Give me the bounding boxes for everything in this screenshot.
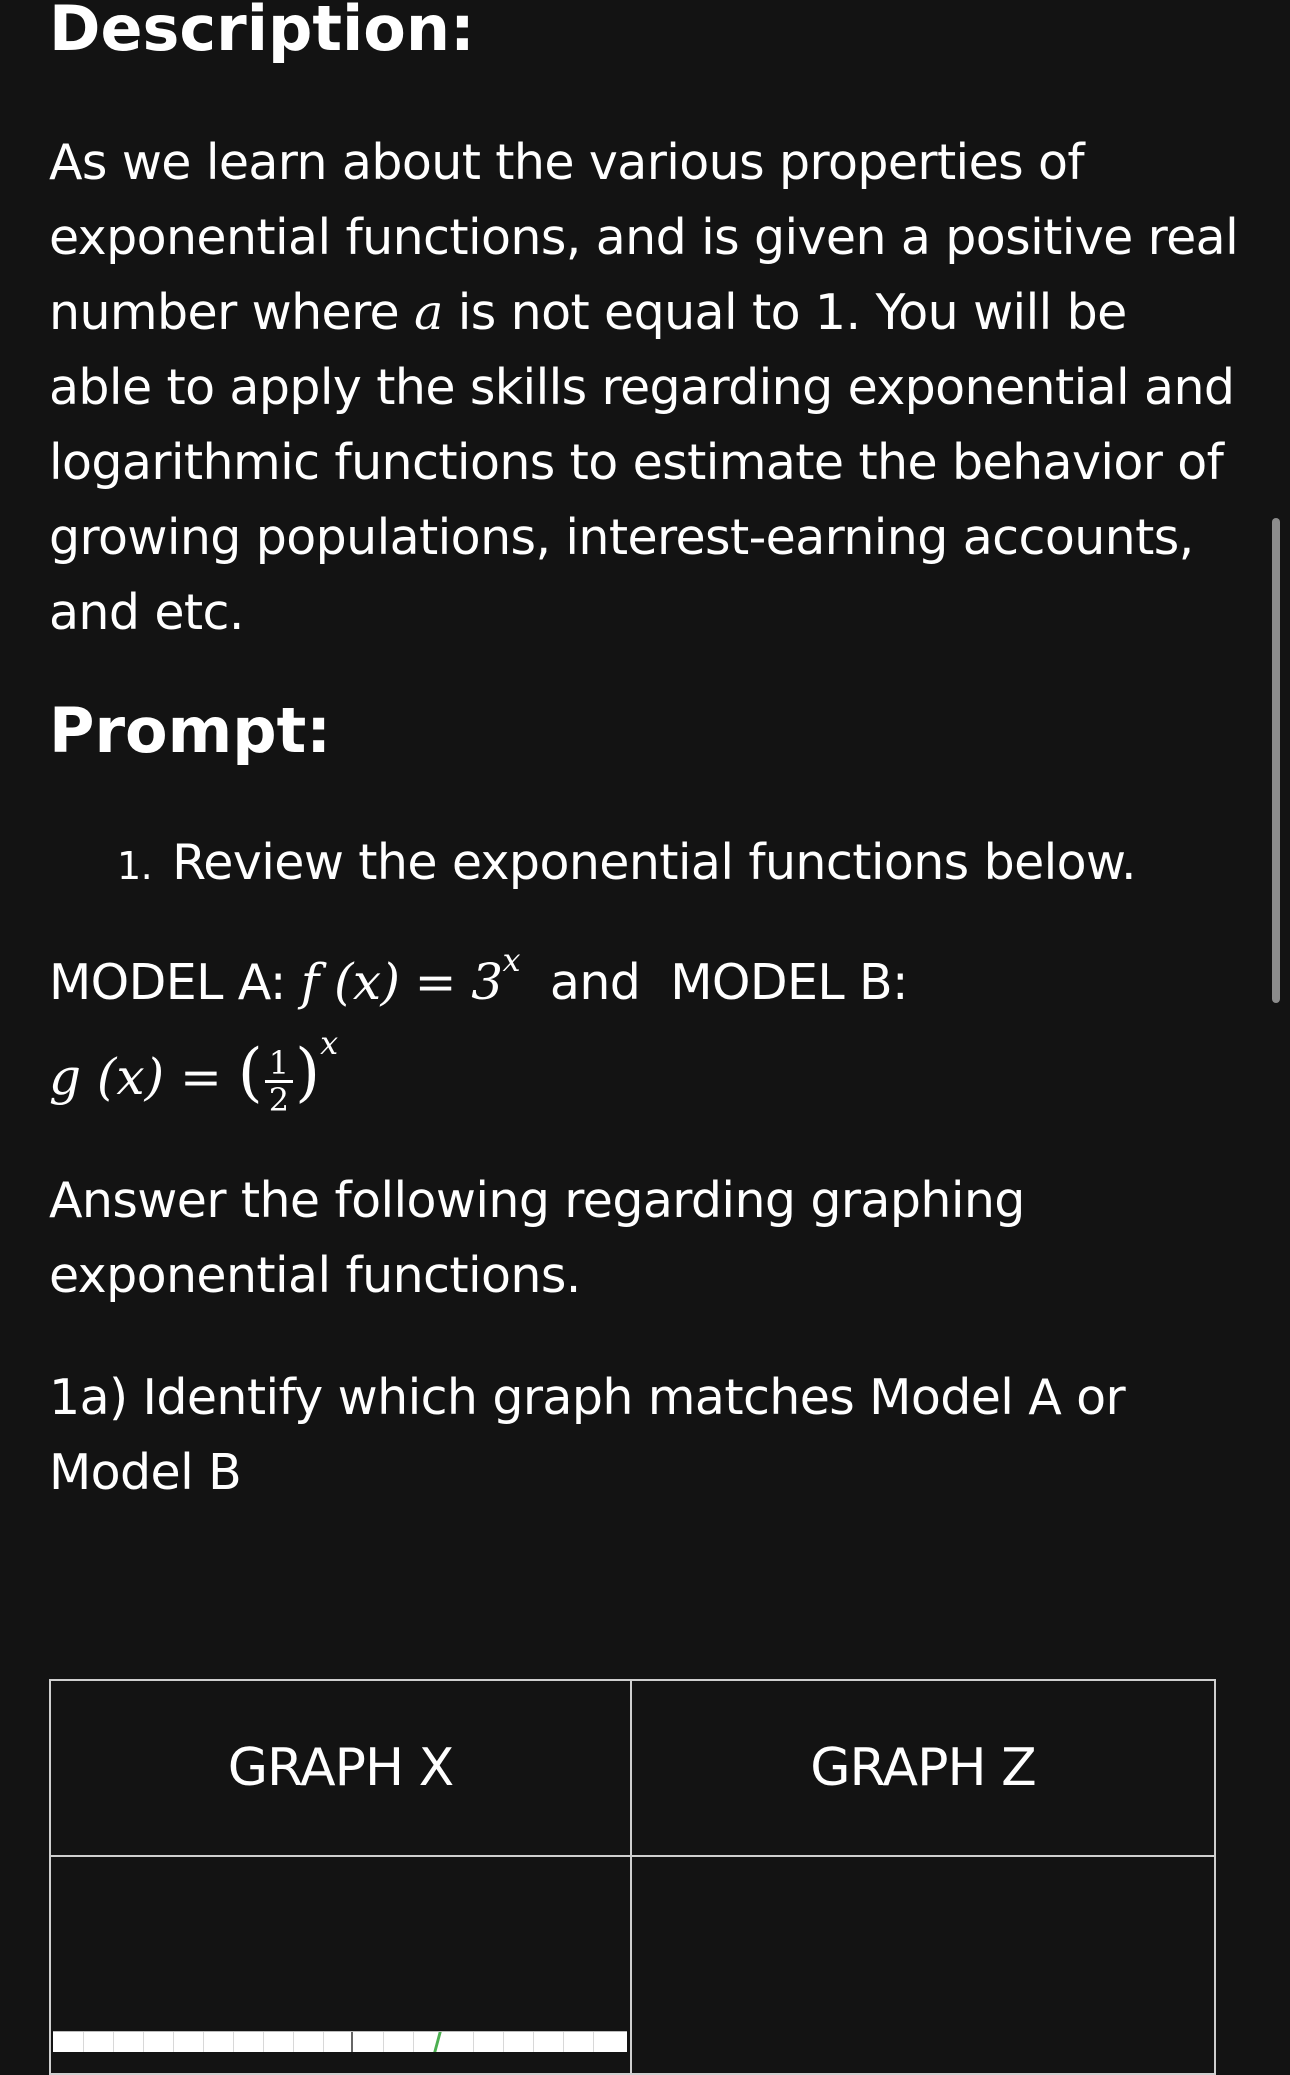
grid-line (563, 2032, 564, 2052)
grid-line (323, 2032, 324, 2052)
model-a-lhs: f (x) = 3 (300, 953, 503, 1011)
grid-line (503, 2032, 504, 2052)
grid-line (413, 2032, 414, 2052)
table-cell-graph-z (630, 1855, 1216, 2075)
answer-instruction: Answer the following regarding graphing exponential functions. (49, 1172, 1025, 1304)
model-b-formula (49, 1025, 338, 1125)
grid-line (113, 2032, 114, 2052)
question-1a: 1a) Identify which graph matches Model A or Model B (49, 1369, 1126, 1501)
model-a-formula (300, 941, 520, 1011)
curve-segment (433, 2032, 441, 2052)
grid-line (383, 2032, 384, 2052)
model-b-label: MODEL B: (670, 954, 908, 1011)
y-axis (351, 2032, 353, 2052)
fraction-denominator: 2 (268, 1080, 290, 1119)
grid-line (473, 2032, 474, 2052)
vertical-scrollbar[interactable] (1272, 518, 1280, 1003)
table-header-graph-x: GRAPH X (49, 1679, 632, 1857)
model-b-lhs: g (x) = (49, 1048, 238, 1106)
grid-line (203, 2032, 204, 2052)
list-text: Review the exponential functions below. (172, 834, 1136, 891)
table-header-graph-z: GRAPH Z (630, 1679, 1216, 1857)
prompt-list-item (117, 825, 1136, 904)
grid-line (233, 2032, 234, 2052)
model-a-label: MODEL A: (49, 954, 286, 1011)
model-b-exponent: x (320, 1024, 339, 1062)
grid-line (593, 2032, 594, 2052)
fraction-numerator: 1 (265, 1046, 293, 1083)
grid-line (83, 2032, 84, 2052)
fraction (265, 1043, 293, 1119)
variable-a: a (414, 284, 443, 341)
description-paragraph (49, 125, 1239, 650)
graph-x-image (53, 2031, 627, 2052)
description-text-start: As we learn about the various properties of exponential functions, and is given a positive real number where (49, 134, 1239, 341)
list-number: 1. (117, 844, 153, 888)
grid-line (143, 2032, 144, 2052)
left-paren: ( (237, 1036, 263, 1110)
prompt-heading: Prompt: (49, 694, 332, 767)
model-a-exponent: x (502, 941, 520, 979)
right-paren: ) (295, 1036, 321, 1110)
description-text-end: is not equal to 1. You will be able to apply the skills regarding exponential and logarithmic functions to estimate the behavior of growing populations, interest-earning accounts, and etc. (49, 284, 1235, 641)
model-a-line (49, 941, 908, 1020)
grid-line (293, 2032, 294, 2052)
connector-and: and (549, 954, 641, 1011)
grid-line (173, 2032, 174, 2052)
grid-line (533, 2032, 534, 2052)
description-heading: Description: (49, 0, 475, 65)
grid-line (263, 2032, 264, 2052)
